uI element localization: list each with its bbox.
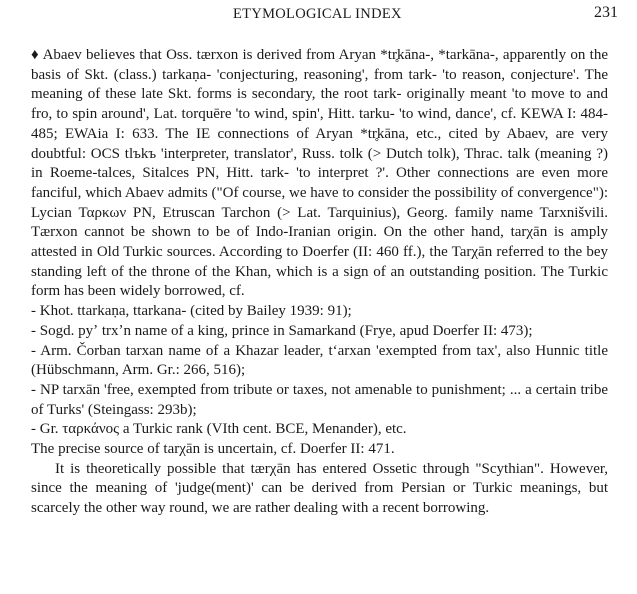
header-title: ETYMOLOGICAL INDEX: [233, 6, 402, 22]
list-item: - Gr. ταρκάνος a Turkic rank (VIth cent. BCE, Menander), etc.: [31, 421, 407, 438]
body-text: [31, 46, 608, 534]
list-item: - Arm. Čorban tarxan name of a Khazar leader, tʻarxan 'exempted from tax', also Hunnic title (Hübschmann, Arm. Gr.: 266, 516);: [31, 342, 608, 379]
running-header: [0, 4, 637, 28]
list-item: - Khot. ttarkaṇa, ttarkana- (cited by Bailey 1939: 91);: [31, 303, 352, 320]
list-item: - NP tarxān 'free, exempted from tribute or taxes, not amenable to punishment; ... a certain tribe of Turks' (Steingass: 293b);: [31, 381, 608, 418]
source-sentence: The precise source of tarχān is uncertain, cf. Doerfer II: 471.: [31, 441, 395, 458]
page-number: 231: [594, 4, 618, 21]
main-paragraph: ♦ Abaev believes that Oss. tærxon is derived from Aryan *tr̥kāna-, *tarkāna-, apparently on the basis of Skt. (class.) tarkaṇa- 'conjecturing, reasoning', from tark- 'to reason, conjecture'. The meaning of these late Skt. forms is secondary, the root tark- originally meant 'to move to and fro, to spin around', Lat. torquēre 'to wind, spin', Hitt. tarku- 'to wind, dance', cf. KEWA I: 484-485; EWAia I: 633. The IE connections of Aryan *tr̥kāna, etc., cited by Abaev, are very doubtful: OCS tlъkъ 'interpreter, translator', Russ. tolk (> Dutch tolk), Thrac. talk (meaning ?) in Roeme-talces, Sitalces PN, Hitt. tark- 'to interpret ?'. Other connections are even more fanciful, which Abaev admits ("Of course, we have to consider the possibility of convergence"): Lycian Ταρκων PN, Etruscan Tarchon (> Lat. Tarquinius), Georg. family name Tarxnišvili. Tærxon cannot be shown to be of Indo-Iranian origin. On the other hand, tarχān is amply attested in Old Turkic sources. According to Doerfer (II: 460 ff.), the Tarχān referred to the bey standing left of the throne of the Khan, which is a sign of an outstanding position. The Turkic form has been widely borrowed, cf.: [31, 47, 608, 300]
list-item: - Sogd. pyʼ trxʼn name of a king, prince in Samarkand (Frye, apud Doerfer II: 473);: [31, 322, 533, 339]
closing-paragraph: It is theoretically possible that tærχān has entered Ossetic through "Scythian". However, since the meaning of 'judge(ment)' can be derived from Persian or Turkic meanings, but scarcely the other way round, we are rather dealing with a recent borrowing.: [31, 460, 608, 517]
